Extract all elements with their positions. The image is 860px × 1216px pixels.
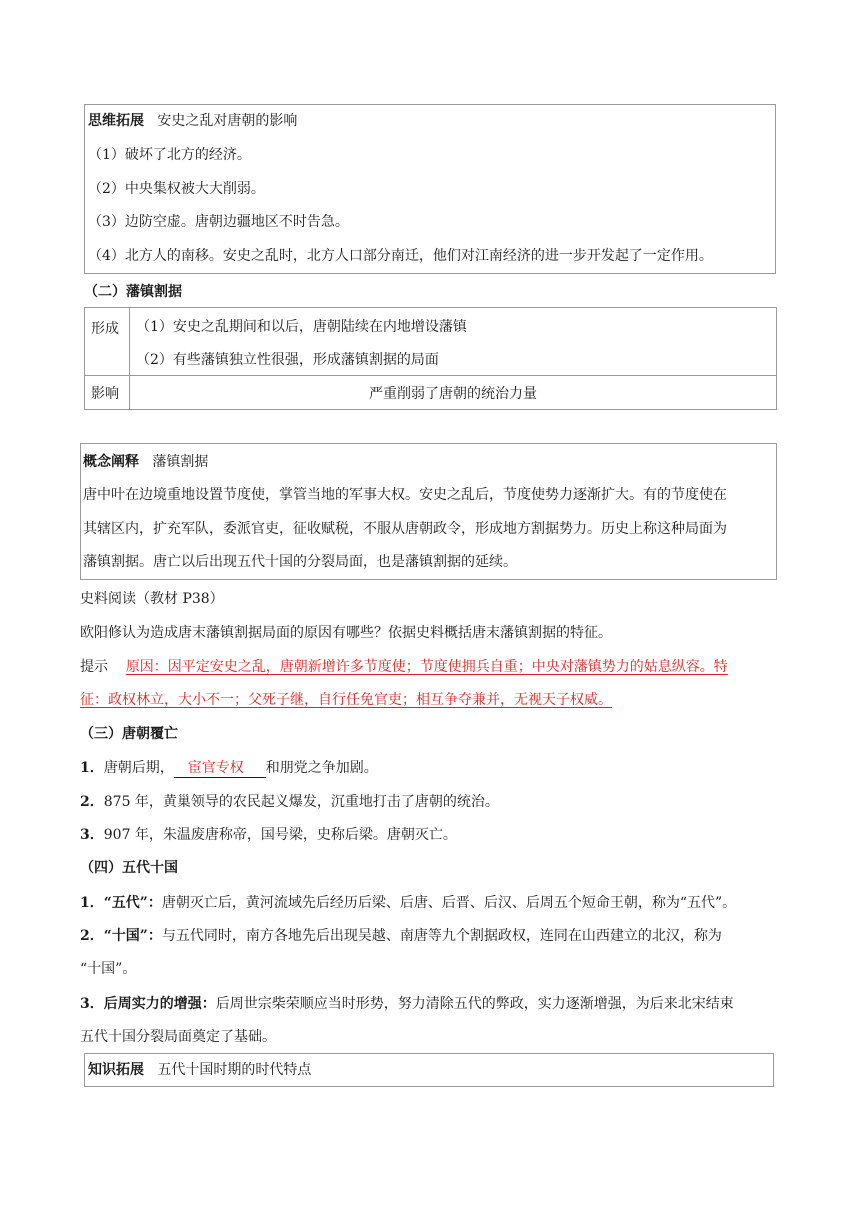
reading-question: 欧阳修认为造成唐末藩镇割据局面的原因有哪些？依据史料概括唐末藩镇割据的特征。 bbox=[80, 625, 612, 641]
table-cell-line: （1）安史之乱期间和以后，唐朝陆续在内地增设藩镇 bbox=[136, 319, 467, 335]
section-heading: （四）五代十国 bbox=[80, 860, 178, 876]
list-item: （3）边防空虚。唐朝边疆地区不时告急。 bbox=[88, 214, 349, 230]
table-label-formation: 形成 bbox=[85, 308, 130, 376]
item-number: 2． bbox=[80, 794, 104, 810]
section-heading: （三）唐朝覆亡 bbox=[80, 726, 178, 742]
hint-label: 提示 bbox=[80, 659, 108, 675]
paragraph-line: 藩镇割据。唐亡以后出现五代十国的分裂局面，也是藩镇割据的延续。 bbox=[83, 554, 517, 570]
section-heading: （二）藩镇割据 bbox=[84, 284, 182, 300]
thinking-extension-header bbox=[88, 111, 297, 131]
item-term: 后周实力的增强： bbox=[103, 996, 216, 1012]
list-item bbox=[80, 758, 378, 778]
item-number: 1． bbox=[80, 895, 104, 911]
item-number: 3． bbox=[80, 996, 104, 1012]
box-title: 知识拓展 bbox=[88, 1062, 144, 1078]
hint-answer-cont: 征：政权林立，大小不一；父死子继，自行任免官吏；相互争夺兼并，无视天子权威。 bbox=[80, 692, 612, 708]
paragraph-line: 唐中叶在边境重地设置节度使，掌管当地的军事大权。安史之乱后，节度使势力逐渐扩大。有的节度使在 bbox=[83, 487, 727, 503]
item-text: 唐朝后期， bbox=[103, 760, 174, 776]
table-cell-formation bbox=[130, 308, 777, 376]
table-cell-line: （2）有些藩镇独立性很强，形成藩镇割据的局面 bbox=[136, 352, 439, 368]
list-item: （1）破坏了北方的经济。 bbox=[88, 147, 251, 163]
fill-blank bbox=[174, 759, 266, 778]
list-item bbox=[80, 792, 499, 812]
box-subtitle: 五代十国时期的时代特点 bbox=[157, 1062, 312, 1078]
list-item: （2）中央集权被大大削弱。 bbox=[88, 181, 265, 197]
box-subtitle: 安史之乱对唐朝的影响 bbox=[157, 113, 298, 129]
hint-answer: 原因：因平定安史之乱，唐朝新增许多节度使；节度使拥兵自重；中央对藩镇势力的姑息纵容。特 bbox=[125, 659, 728, 675]
item-number: 1． bbox=[80, 760, 104, 776]
box-subtitle: 藩镇割据 bbox=[152, 454, 209, 470]
hint-line bbox=[80, 657, 728, 677]
list-item bbox=[80, 926, 722, 946]
item-number: 3． bbox=[80, 827, 104, 843]
item-text: 875 年，黄巢领导的农民起义爆发，沉重地打击了唐朝的统治。 bbox=[103, 794, 499, 810]
concept-header bbox=[83, 452, 208, 472]
list-item-cont: 五代十国分裂局面奠定了基础。 bbox=[80, 1029, 276, 1045]
list-item bbox=[80, 893, 736, 913]
item-number: 2． bbox=[80, 928, 104, 944]
list-item bbox=[80, 994, 734, 1014]
list-item bbox=[80, 825, 457, 845]
blank-answer: 宦官专权 bbox=[187, 760, 244, 776]
item-text: 907 年，朱温废唐称帝，国号梁，史称后梁。唐朝灭亡。 bbox=[103, 827, 457, 843]
table-cell-impact: 严重削弱了唐朝的统治力量 bbox=[130, 376, 777, 410]
item-term: “五代”： bbox=[103, 895, 162, 911]
box-title: 思维拓展 bbox=[88, 113, 144, 129]
box-title: 概念阐释 bbox=[83, 454, 139, 470]
table-label-impact: 影响 bbox=[85, 376, 130, 410]
item-text: 唐朝灭亡后，黄河流域先后经历后梁、后唐、后晋、后汉、后周五个短命王朝，称为“五代”。 bbox=[161, 895, 737, 911]
paragraph-line: 其辖区内，扩充军队，委派官吏，征收赋税，不服从唐朝政令，形成地方割据势力。历史上称这种局面为 bbox=[83, 521, 727, 537]
item-term: “十国”： bbox=[103, 928, 162, 944]
item-text: 与五代同时，南方各地先后出现吴越、南唐等九个割据政权，连同在山西建立的北汉，称为 bbox=[161, 928, 722, 944]
list-item-cont: “十国”。 bbox=[80, 961, 137, 977]
item-text: 后周世宗柴荣顺应当时形势，努力清除五代的弊政，实力逐渐增强，为后来北宋结束 bbox=[215, 996, 734, 1012]
list-item: （4）北方人的南移。安史之乱时，北方人口部分南迁，他们对江南经济的进一步开发起了一定作用。 bbox=[88, 248, 713, 264]
fanzhen-table bbox=[84, 307, 777, 410]
reading-title: 史料阅读（教材 P38） bbox=[80, 591, 224, 607]
knowledge-extension-header bbox=[88, 1060, 311, 1080]
item-text: 和朋党之争加剧。 bbox=[265, 760, 378, 776]
